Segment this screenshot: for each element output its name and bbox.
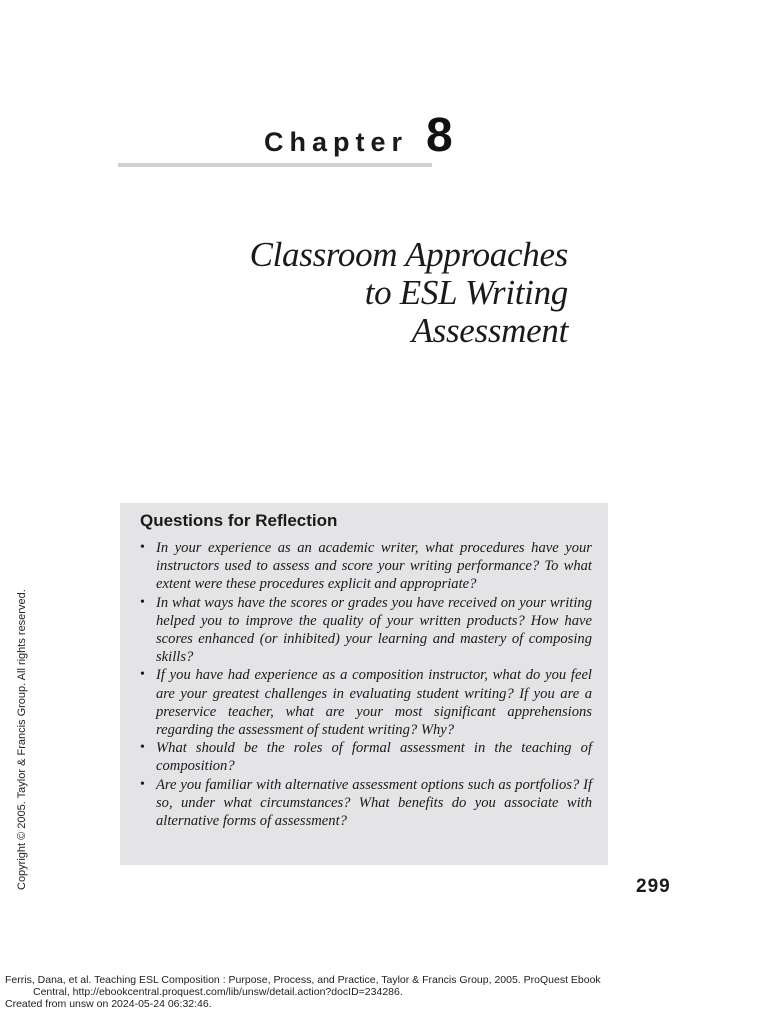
list-item (140, 594, 592, 667)
chapter-heading (264, 108, 453, 163)
reflection-heading: Questions for Reflection (140, 511, 338, 530)
bullet-icon: • (140, 740, 145, 756)
chapter-title-line: to ESL Writing (364, 273, 568, 312)
reflection-box (120, 503, 608, 865)
bullet-icon: • (140, 776, 145, 792)
question-text: If you have had experience as a composition instructor, what do you feel are your greatest challenges in evaluating student writing? If you are a preservice teacher, what are your most significant apprehensions regarding the assessment of student writing? Why? (156, 667, 592, 739)
chapter-divider (118, 163, 432, 167)
citation-line: Created from unsw on 2024-05-24 06:32:46. (5, 998, 212, 1010)
reflection-list (140, 539, 592, 830)
citation-line: Ferris, Dana, et al. Teaching ESL Composition : Purpose, Process, and Practice, Taylor & Francis Group, 2005. ProQuest Ebook (5, 974, 601, 986)
bullet-icon: • (140, 667, 145, 683)
chapter-number: 8 (426, 109, 453, 162)
list-item (140, 739, 592, 775)
question-text: What should be the roles of formal assessment in the teaching of composition? (156, 740, 592, 775)
question-text: In your experience as an academic writer, what procedures have your instructors used to assess and score your writing performance? To what extent were these procedures explicit and appropriate? (156, 540, 592, 593)
question-text: In what ways have the scores or grades you have received on your writing helped you to improve the quality of your written products? How have scores enhanced (or inhibited) your learning and mastery of composing skills? (156, 594, 592, 666)
citation-footer (5, 974, 685, 1010)
list-item (140, 776, 592, 831)
page-number: 299 (636, 876, 671, 897)
citation-line: Central, http://ebookcentral.proquest.com/lib/unsw/detail.action?docID=234286. (33, 986, 403, 998)
bullet-icon: • (140, 594, 145, 610)
copyright-notice: Copyright © 2005. Taylor & Francis Group. All rights reserved. (16, 589, 28, 890)
chapter-title-line: Assessment (411, 311, 568, 350)
list-item (140, 539, 592, 594)
chapter-label: Chapter (264, 127, 409, 157)
bullet-icon: • (140, 540, 145, 555)
chapter-title-line: Classroom Approaches (249, 235, 568, 274)
question-text: Are you familiar with alternative assessment options such as portfolios? If so, under what circumstances? What benefits do you associate with alternative forms of assessment? (156, 776, 592, 830)
list-item (140, 666, 592, 739)
chapter-title (250, 236, 568, 350)
